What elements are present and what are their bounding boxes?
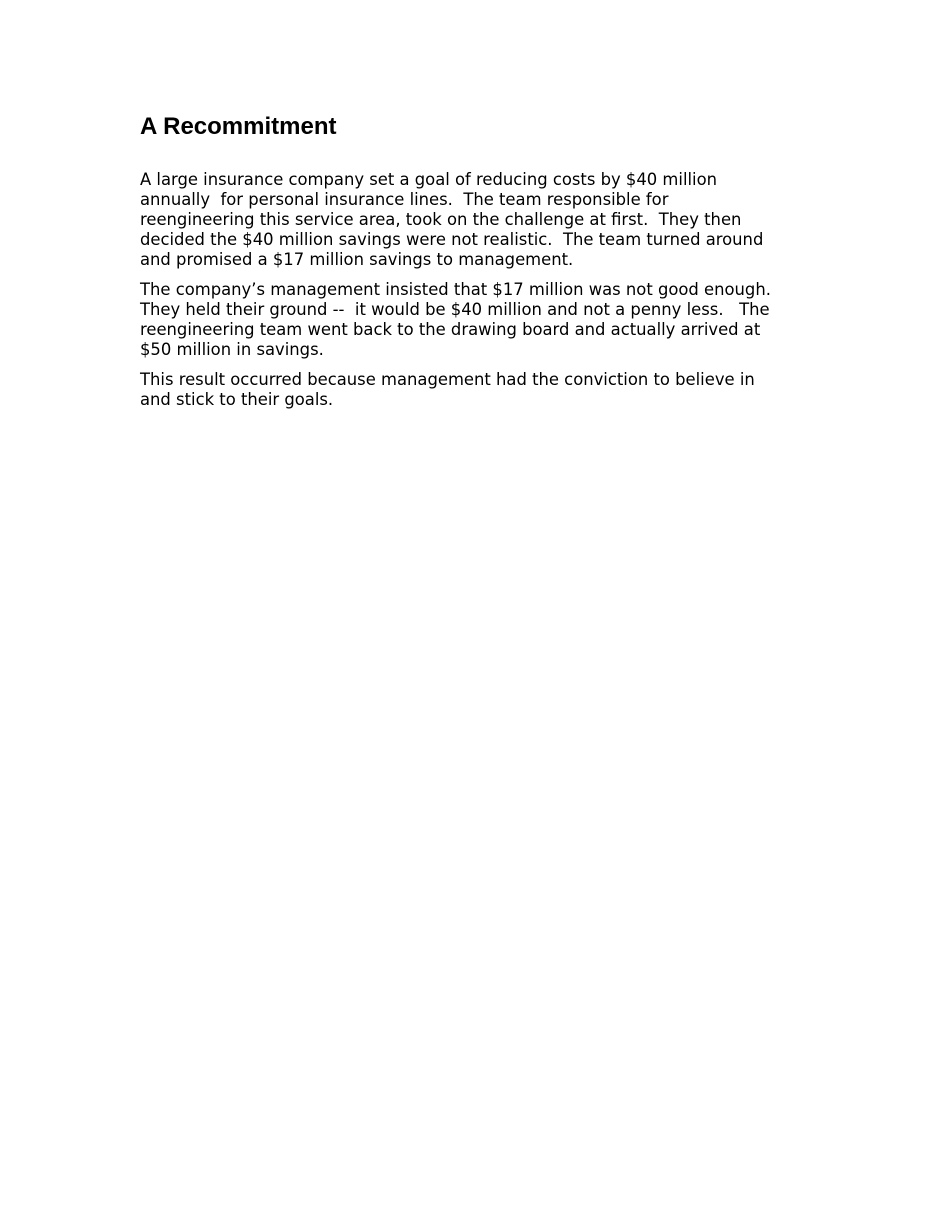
paragraph-line: A large insurance company set a goal of reducing costs by $40 million (140, 170, 718, 189)
paragraph-line: reengineering team went back to the drawing board and actually arrived at (140, 320, 761, 339)
paragraph-line: reengineering this service area, took on the challenge at first. They then (140, 210, 742, 229)
paragraph-3 (140, 370, 812, 410)
document-body (140, 112, 812, 420)
paragraph-line: This result occurred because management had the conviction to believe in (140, 370, 755, 389)
document-title: A Recommitment (140, 113, 337, 140)
paragraph-line: decided the $40 million savings were not realistic. The team turned around (140, 230, 764, 249)
paragraph-line: and stick to their goals. (140, 390, 334, 409)
paragraph-line: $50 million in savings. (140, 340, 324, 359)
paragraph-line: They held their ground -- it would be $40 million and not a penny less. The (140, 300, 770, 319)
paragraph-2 (140, 280, 812, 360)
paragraph-1 (140, 170, 812, 270)
paragraph-line: The company’s management insisted that $17 million was not good enough. (140, 280, 771, 299)
paragraph-line: annually for personal insurance lines. The team responsible for (140, 190, 669, 209)
paragraph-line: and promised a $17 million savings to management. (140, 250, 574, 269)
